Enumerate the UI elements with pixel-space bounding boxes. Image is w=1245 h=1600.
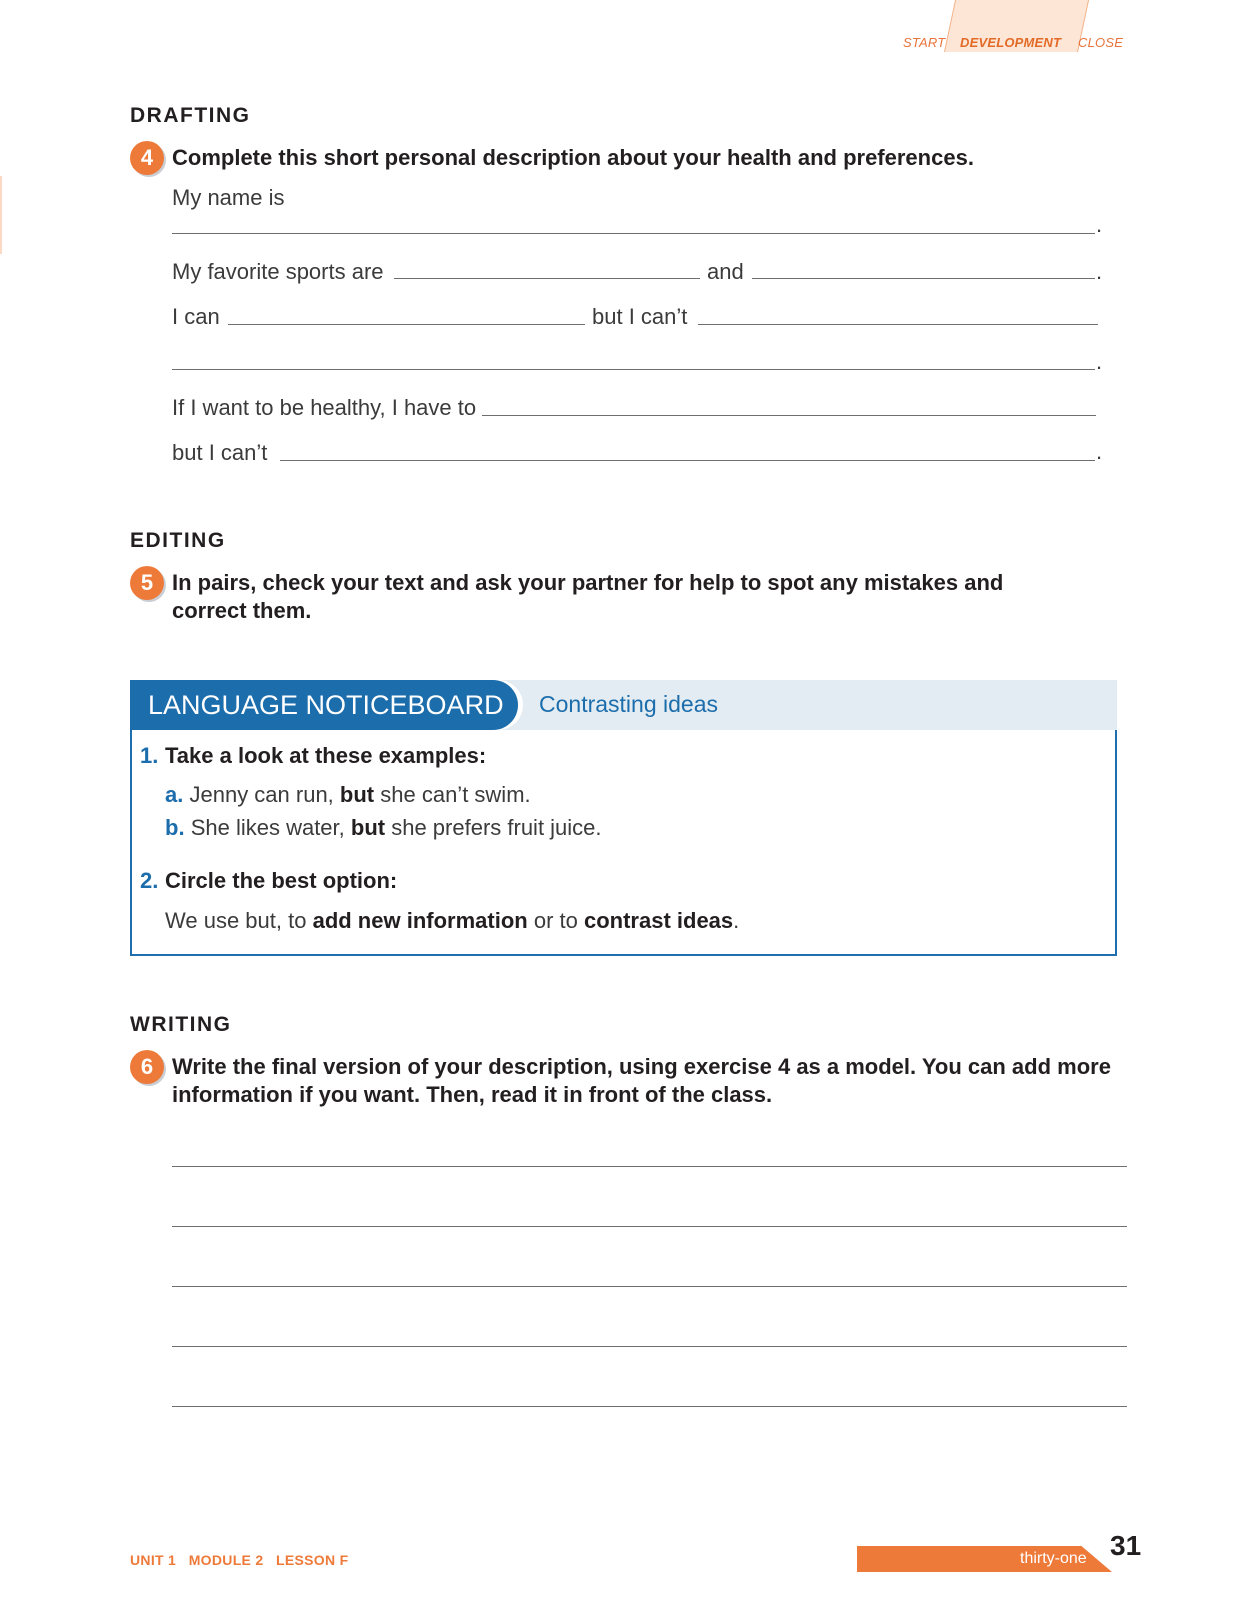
name-label: My name is [172, 185, 285, 210]
example-a-text-2: she can’t swim. [380, 782, 531, 807]
writing-line[interactable] [172, 1166, 1127, 1167]
i-can-label: I can [172, 304, 220, 329]
period: . [1096, 259, 1103, 284]
example-b-text-1: She likes water, [190, 815, 345, 840]
option-contrast-ideas[interactable]: contrast ideas [583, 908, 734, 933]
noticeboard-subtitle: Contrasting ideas [539, 691, 718, 717]
example-a-bold: but [339, 782, 375, 807]
example-b [165, 815, 602, 841]
noticeboard-q1: Take a look at these examples: [165, 743, 487, 768]
stage-start: START [903, 35, 946, 50]
stage-close: CLOSE [1078, 35, 1124, 50]
exercise-5-instruction-line2: correct them. [172, 598, 312, 623]
example-b-letter: b. [165, 815, 185, 840]
but-cant-label-2: but I can’t [172, 440, 268, 465]
period: . [1096, 212, 1103, 237]
healthy-label: If I want to be healthy, I have to [172, 395, 477, 420]
stage-development: DEVELOPMENT [960, 35, 1062, 50]
footer-location [130, 1552, 348, 1568]
exercise-5-badge: 5 [130, 566, 164, 600]
example-a [165, 782, 531, 808]
noticeboard-q1-number: 1. [140, 743, 159, 768]
healthy-cant-answer-line[interactable] [280, 460, 1095, 461]
and-label: and [707, 259, 744, 284]
noticeboard-q2-number: 2. [140, 868, 159, 893]
editing-heading: EDITING [130, 529, 226, 552]
page-edge-mark [0, 176, 2, 254]
example-a-letter: a. [165, 782, 184, 807]
footer-unit: UNIT 1 [130, 1552, 177, 1568]
period: . [1096, 349, 1103, 374]
footer-page-word: thirty-one [1020, 1550, 1087, 1567]
example-a-text-1: Jenny can run, [189, 782, 334, 807]
rule-text-1: We use but, to [165, 908, 307, 933]
footer-module: MODULE 2 [188, 1552, 264, 1568]
cant-answer-line[interactable] [698, 324, 1098, 325]
name-answer-line[interactable] [172, 233, 1095, 234]
writing-heading: WRITING [130, 1013, 232, 1036]
exercise-5-instruction-line1: In pairs, check your text and ask your partner for help to spot any mistakes and [172, 570, 1004, 595]
example-b-bold: but [350, 815, 386, 840]
footer-page-number: 31 [1110, 1530, 1142, 1561]
noticeboard-q2: Circle the best option: [165, 868, 398, 893]
writing-line[interactable] [172, 1226, 1127, 1227]
writing-line[interactable] [172, 1346, 1127, 1347]
healthy-answer-line[interactable] [482, 415, 1096, 416]
option-add-new-information[interactable]: add new information [312, 908, 528, 933]
sport-1-answer-line[interactable] [394, 278, 700, 279]
rule-sentence [165, 908, 739, 934]
noticeboard-title: LANGUAGE NOTICEBOARD [130, 680, 518, 730]
sport-2-answer-line[interactable] [752, 278, 1095, 279]
writing-line[interactable] [172, 1286, 1127, 1287]
writing-line[interactable] [172, 1406, 1127, 1407]
rule-end: . [733, 908, 740, 933]
exercise-6-badge: 6 [130, 1050, 164, 1084]
rule-text-2: or to [533, 908, 578, 933]
example-b-text-2: she prefers fruit juice. [391, 815, 602, 840]
footer-lesson: LESSON F [276, 1552, 349, 1568]
exercise-4-badge: 4 [130, 141, 164, 175]
drafting-heading: DRAFTING [130, 104, 251, 127]
period: . [1096, 439, 1103, 464]
exercise-4-instruction: Complete this short personal description about your health and preferences. [172, 145, 974, 170]
but-cant-label: but I can’t [592, 304, 688, 329]
cant-answer-line-2[interactable] [172, 369, 1095, 370]
exercise-6-instruction-line2: information if you want. Then, read it in front of the class. [172, 1082, 773, 1107]
sports-label: My favorite sports are [172, 259, 384, 284]
exercise-6-instruction-line1: Write the final version of your description, using exercise 4 as a model. You can add more [172, 1054, 1111, 1079]
can-answer-line[interactable] [228, 324, 585, 325]
